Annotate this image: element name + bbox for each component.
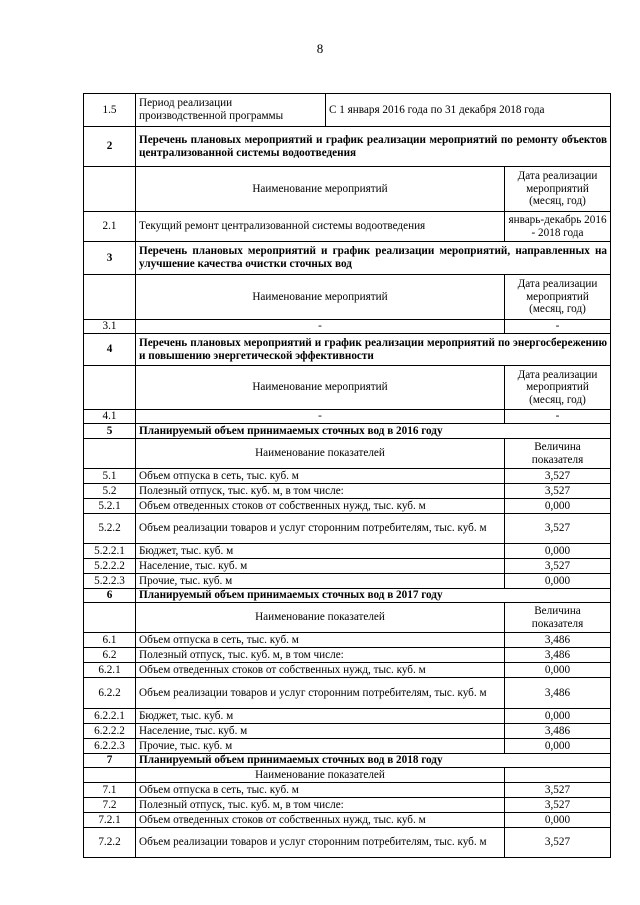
row-number: 2.1 [84,212,136,242]
row-name: Объем реализации товаров и услуг сторонним потребителям, тыс. куб. м [136,514,505,544]
row-number: 4.1 [84,410,136,424]
row-name: Объем отведенных стоков от собственных нужд, тыс. куб. м [136,663,505,678]
page-number: 8 [316,41,324,56]
row-number: 6.2 [84,648,136,663]
empty-cell [505,768,611,783]
column-header-row [84,603,611,633]
row-name: Прочие, тыс. куб. м [136,739,505,754]
section-header [84,127,611,167]
row-date: - [505,410,611,424]
row-number: 5.2.2.2 [84,559,136,574]
row-number: 6.2.2.1 [84,709,136,724]
table-row [84,484,611,499]
row-value: 3,486 [505,648,611,663]
table-row [84,678,611,709]
section-number: 5 [84,424,136,439]
column-header-name: Наименование мероприятий [136,167,505,212]
section-header [84,754,611,768]
table-row [84,499,611,514]
row-value: 0,000 [505,663,611,678]
row-number: 6.2.1 [84,663,136,678]
section-title: Перечень плановых мероприятий и график реализации мероприятий по энергосбережению и повышению энергетической эффективности [136,334,611,366]
production-program-table [83,93,611,858]
row-name: - [136,410,505,424]
row-value: 0,000 [505,739,611,754]
row-value: 3,486 [505,633,611,648]
section-header [84,589,611,603]
row-number: 7.2.2 [84,828,136,858]
row-number: 6.2.2.2 [84,724,136,739]
table-row [84,559,611,574]
row-number: 7.1 [84,783,136,798]
row-value: 3,486 [505,724,611,739]
section-title: Планируемый объем принимаемых сточных вод в 2016 году [136,424,611,439]
row-number: 7.2.1 [84,813,136,828]
table-row [84,739,611,754]
column-header-name: Наименование показателей [136,603,505,633]
column-header-row [84,366,611,410]
column-header-name: Наименование показателей [136,768,505,783]
row-name: Текущий ремонт централизованной системы водоотведения [136,212,505,242]
section-number: 3 [84,242,136,275]
table-row [84,410,611,424]
row-value: 0,000 [505,709,611,724]
row-number: 6.2.2.3 [84,739,136,754]
table-row [84,514,611,544]
section-number: 2 [84,127,136,167]
row-name: Объем отведенных стоков от собственных нужд, тыс. куб. м [136,499,505,514]
column-header-row [84,768,611,783]
row-date: январь-декабрь 2016 - 2018 года [505,212,611,242]
column-header-row [84,439,611,469]
empty-cell [84,603,136,633]
row-value: 0,000 [505,813,611,828]
section-header [84,334,611,366]
row-name: Полезный отпуск, тыс. куб. м, в том числе: [136,648,505,663]
table-row [84,813,611,828]
column-header-date: Дата реализации мероприятий (месяц, год) [505,167,611,212]
table-row [84,783,611,798]
row-name: Объем отпуска в сеть, тыс. куб. м [136,783,505,798]
row-number: 6.2.2 [84,678,136,709]
row-value: 3,527 [505,469,611,484]
row-name: Объем реализации товаров и услуг сторонним потребителям, тыс. куб. м [136,828,505,858]
row-number: 5.2.2.3 [84,574,136,589]
section-title: Перечень плановых мероприятий и график реализации мероприятий, направленных на улучшение качества очистки сточных вод [136,242,611,275]
row-value: 3,527 [505,783,611,798]
row-name: Объем отпуска в сеть, тыс. куб. м [136,633,505,648]
row-label: Период реализации производственной программы [136,94,326,127]
row-value: 3,486 [505,678,611,709]
row-number: 5.1 [84,469,136,484]
row-value: С 1 января 2016 года по 31 декабря 2018 года [326,94,611,127]
row-name: Население, тыс. куб. м [136,724,505,739]
row-value: 3,527 [505,828,611,858]
table-row [84,94,611,127]
table-row [84,469,611,484]
row-name: Бюджет, тыс. куб. м [136,544,505,559]
column-header-name: Наименование мероприятий [136,366,505,410]
row-value: 0,000 [505,499,611,514]
row-name: Полезный отпуск, тыс. куб. м, в том числе: [136,798,505,813]
column-header-value: Величина показателя [505,439,611,469]
column-header-row [84,275,611,320]
row-name: Полезный отпуск, тыс. куб. м, в том числе: [136,484,505,499]
empty-cell [84,439,136,469]
row-value: 3,527 [505,484,611,499]
row-name: Объем реализации товаров и услуг сторонним потребителям, тыс. куб. м [136,678,505,709]
row-number: 5.2 [84,484,136,499]
row-name: Прочие, тыс. куб. м [136,574,505,589]
row-number: 3.1 [84,320,136,334]
column-header-date: Дата реализации мероприятий (месяц, год) [505,275,611,320]
row-value: 0,000 [505,574,611,589]
table-row [84,212,611,242]
row-number: 5.2.2.1 [84,544,136,559]
table-row [84,828,611,858]
column-header-value: Величина показателя [505,603,611,633]
section-title: Перечень плановых мероприятий и график реализации мероприятий по ремонту объектов централизованной системы водоотведения [136,127,611,167]
section-header [84,424,611,439]
row-number: 7.2 [84,798,136,813]
section-title: Планируемый объем принимаемых сточных вод в 2018 году [136,754,611,768]
section-number: 7 [84,754,136,768]
table-row [84,798,611,813]
section-title: Планируемый объем принимаемых сточных вод в 2017 году [136,589,611,603]
table-row [84,574,611,589]
table-row [84,320,611,334]
column-header-name: Наименование мероприятий [136,275,505,320]
column-header-row [84,167,611,212]
table-row [84,724,611,739]
row-number: 5.2.2 [84,514,136,544]
column-header-name: Наименование показателей [136,439,505,469]
table-row [84,648,611,663]
row-name: Бюджет, тыс. куб. м [136,709,505,724]
row-value: 3,527 [505,514,611,544]
empty-cell [84,768,136,783]
row-number: 1.5 [84,94,136,127]
table-row [84,709,611,724]
row-name: - [136,320,505,334]
row-name: Объем отведенных стоков от собственных нужд, тыс. куб. м [136,813,505,828]
row-name: Объем отпуска в сеть, тыс. куб. м [136,469,505,484]
table-row [84,544,611,559]
row-value: 3,527 [505,559,611,574]
row-number: 5.2.1 [84,499,136,514]
row-name: Население, тыс. куб. м [136,559,505,574]
row-value: 0,000 [505,544,611,559]
section-header [84,242,611,275]
row-date: - [505,320,611,334]
table-row [84,633,611,648]
section-number: 6 [84,589,136,603]
row-number: 6.1 [84,633,136,648]
empty-cell [84,366,136,410]
column-header-date: Дата реализации мероприятий (месяц, год) [505,366,611,410]
section-number: 4 [84,334,136,366]
empty-cell [84,275,136,320]
row-value: 3,527 [505,798,611,813]
table-row [84,663,611,678]
empty-cell [84,167,136,212]
